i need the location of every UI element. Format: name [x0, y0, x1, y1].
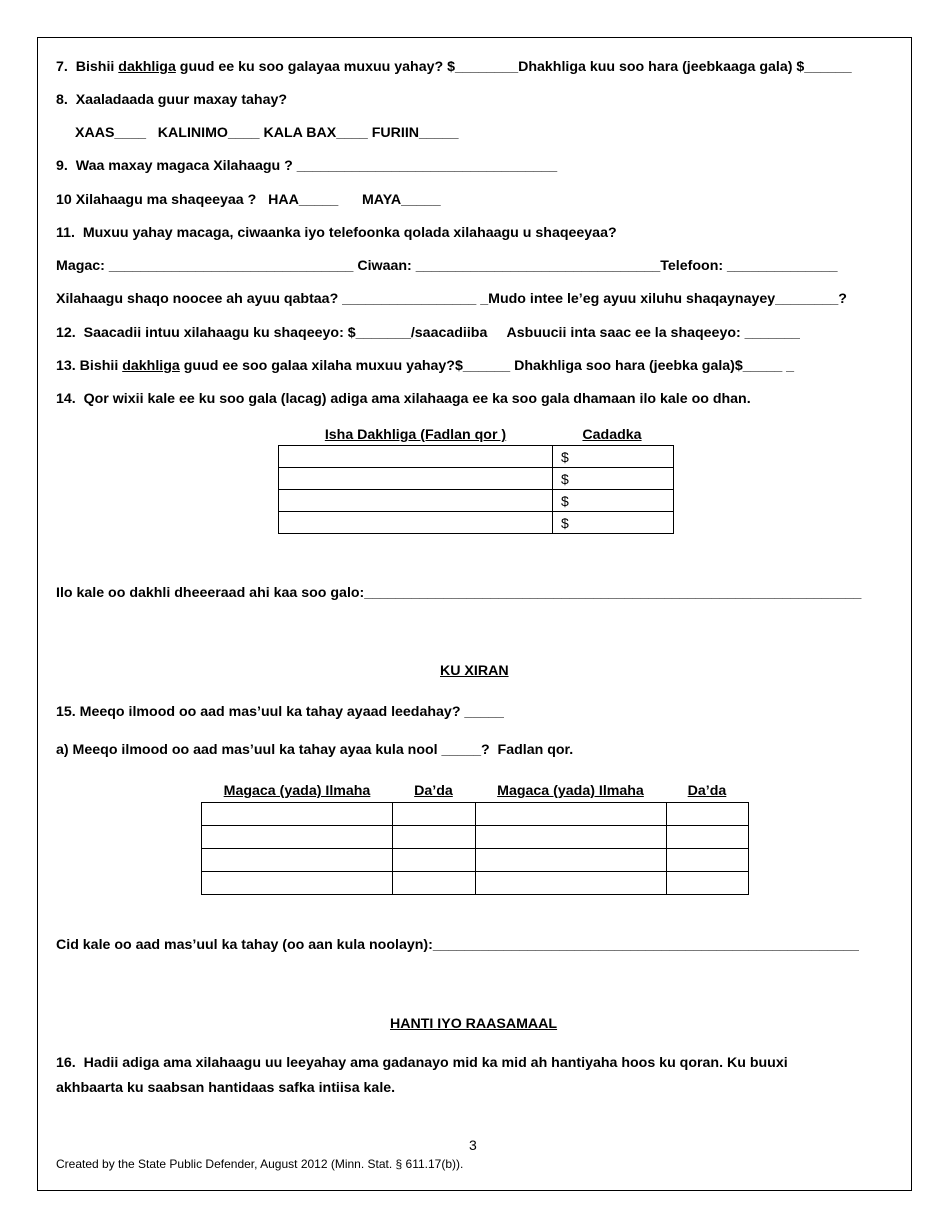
question-15[interactable]: 15. Meeqo ilmood oo aad mas’uul ka tahay ayaad leedahay? _____ — [56, 704, 504, 720]
child-name-cell[interactable] — [202, 826, 393, 849]
child-name-header-2: Magaca (yada) Ilmaha — [497, 783, 644, 799]
child-name-cell[interactable] — [202, 849, 393, 872]
income-source-cell[interactable] — [279, 468, 553, 490]
children-table — [201, 802, 749, 895]
child-name-cell[interactable] — [476, 849, 667, 872]
q13-prefix: 13. Bishii — [56, 358, 123, 374]
q7-underlined-word: dakhliga — [118, 59, 176, 75]
question-11-label: 11. Muxuu yahay macaga, ciwaanka iyo telefoonka qolada xilahaagu u shaqeeyaa? — [56, 225, 617, 241]
q7-suffix: guud ee ku soo galayaa muxuu yahay? $________Dhakhliga kuu soo hara (jeebkaaga gala) $______ — [175, 59, 852, 75]
q7-prefix: 7. Bishii — [56, 59, 119, 75]
question-14: 14. Qor wixii kale ee ku soo gala (lacag) adiga ama xilahaaga ee ka soo gala dhamaan ilo kale oo dhan. — [56, 391, 751, 407]
child-age-cell[interactable] — [393, 872, 476, 895]
income-source-cell[interactable] — [279, 446, 553, 468]
question-7 — [56, 58, 852, 76]
child-name-cell[interactable] — [202, 872, 393, 895]
child-age-header-1: Da’da — [414, 783, 453, 799]
question-12[interactable]: 12. Saacadii intuu xilahaagu ku shaqeeyo: $_______/saacadiiba Asbuucii inta saac ee la shaqeeyo: _______ — [56, 325, 800, 341]
child-age-cell[interactable] — [393, 826, 476, 849]
income-source-header: Isha Dakhliga (Fadlan qor ) — [324, 427, 507, 443]
q13-underlined-word: dakhliga — [122, 358, 180, 374]
section-title-assets: HANTI IYO RAASAMAAL — [390, 1016, 558, 1032]
child-name-cell[interactable] — [202, 803, 393, 826]
child-name-cell[interactable] — [476, 872, 667, 895]
footer-credit: Created by the State Public Defender, August 2012 (Minn. Stat. § 611.17(b)). — [56, 1157, 464, 1171]
page-number: 3 — [469, 1137, 477, 1153]
employer-fields[interactable]: Magac: _______________________________ Ciwaan: _______________________________Telefoon: ______________ — [56, 258, 838, 274]
spouse-job-fields[interactable]: Xilahaagu shaqo noocee ah ayuu qabtaa? _________________ _Mudo intee le’eg ayuu xiluhu shaqaynayey________? — [56, 291, 847, 307]
income-amount-cell[interactable]: $ — [553, 446, 674, 468]
child-name-header-1: Magaca (yada) Ilmaha — [223, 783, 371, 799]
child-age-cell[interactable] — [667, 803, 749, 826]
table-row — [279, 490, 674, 512]
question-10[interactable]: 10 Xilahaagu ma shaqeeyaa ? HAA_____ MAYA_____ — [56, 192, 441, 208]
marital-status-options[interactable]: XAAS____ KALINIMO____ KALA BAX____ FURIIN_____ — [75, 125, 459, 141]
table-row — [279, 446, 674, 468]
income-source-cell[interactable] — [279, 512, 553, 534]
table-row — [202, 872, 749, 895]
table-row — [279, 468, 674, 490]
child-age-cell[interactable] — [667, 826, 749, 849]
other-dependents-field[interactable]: Cid kale oo aad mas’uul ka tahay (oo aan kula noolayn):______________________________________________________ — [56, 937, 859, 953]
child-name-cell[interactable] — [476, 803, 667, 826]
child-age-cell[interactable] — [393, 803, 476, 826]
child-age-cell[interactable] — [667, 849, 749, 872]
other-income-field[interactable]: Ilo kale oo dakhli dheeeraad ahi kaa soo galo:_______________________________________________________________ — [56, 585, 862, 601]
income-source-cell[interactable] — [279, 490, 553, 512]
child-name-cell[interactable] — [476, 826, 667, 849]
amount-header: Cadadka — [582, 427, 642, 443]
question-13[interactable] — [56, 357, 794, 375]
question-15a[interactable]: a) Meeqo ilmood oo aad mas’uul ka tahay ayaa kula nool _____? Fadlan qor. — [56, 742, 574, 758]
income-table — [278, 445, 674, 534]
income-amount-cell[interactable]: $ — [553, 490, 674, 512]
section-title-dependents: KU XIRAN — [440, 663, 509, 679]
table-row — [202, 849, 749, 872]
question-9[interactable]: 9. Waa maxay magaca Xilahaagu ? _________________________________ — [56, 158, 558, 174]
table-row — [202, 803, 749, 826]
income-amount-cell[interactable]: $ — [553, 512, 674, 534]
table-row — [202, 826, 749, 849]
child-age-cell[interactable] — [667, 872, 749, 895]
child-age-header-2: Da’da — [687, 783, 727, 799]
question-8-label: 8. Xaaladaada guur maxay tahay? — [56, 92, 288, 108]
question-16-line-1: 16. Hadii adiga ama xilahaagu uu leeyahay ama gadanayo mid ka mid ah hantiyaha hoos ku qoran. Ku buuxi — [56, 1055, 788, 1071]
table-row — [279, 512, 674, 534]
child-age-cell[interactable] — [393, 849, 476, 872]
income-amount-cell[interactable]: $ — [553, 468, 674, 490]
q13-suffix: guud ee soo galaa xilaha muxuu yahay?$______ Dhakhliga soo hara (jeebka gala)$_____ _ — [179, 358, 795, 374]
question-16-line-2: akhbaarta ku saabsan hantidaas safka intiisa kale. — [56, 1080, 396, 1096]
